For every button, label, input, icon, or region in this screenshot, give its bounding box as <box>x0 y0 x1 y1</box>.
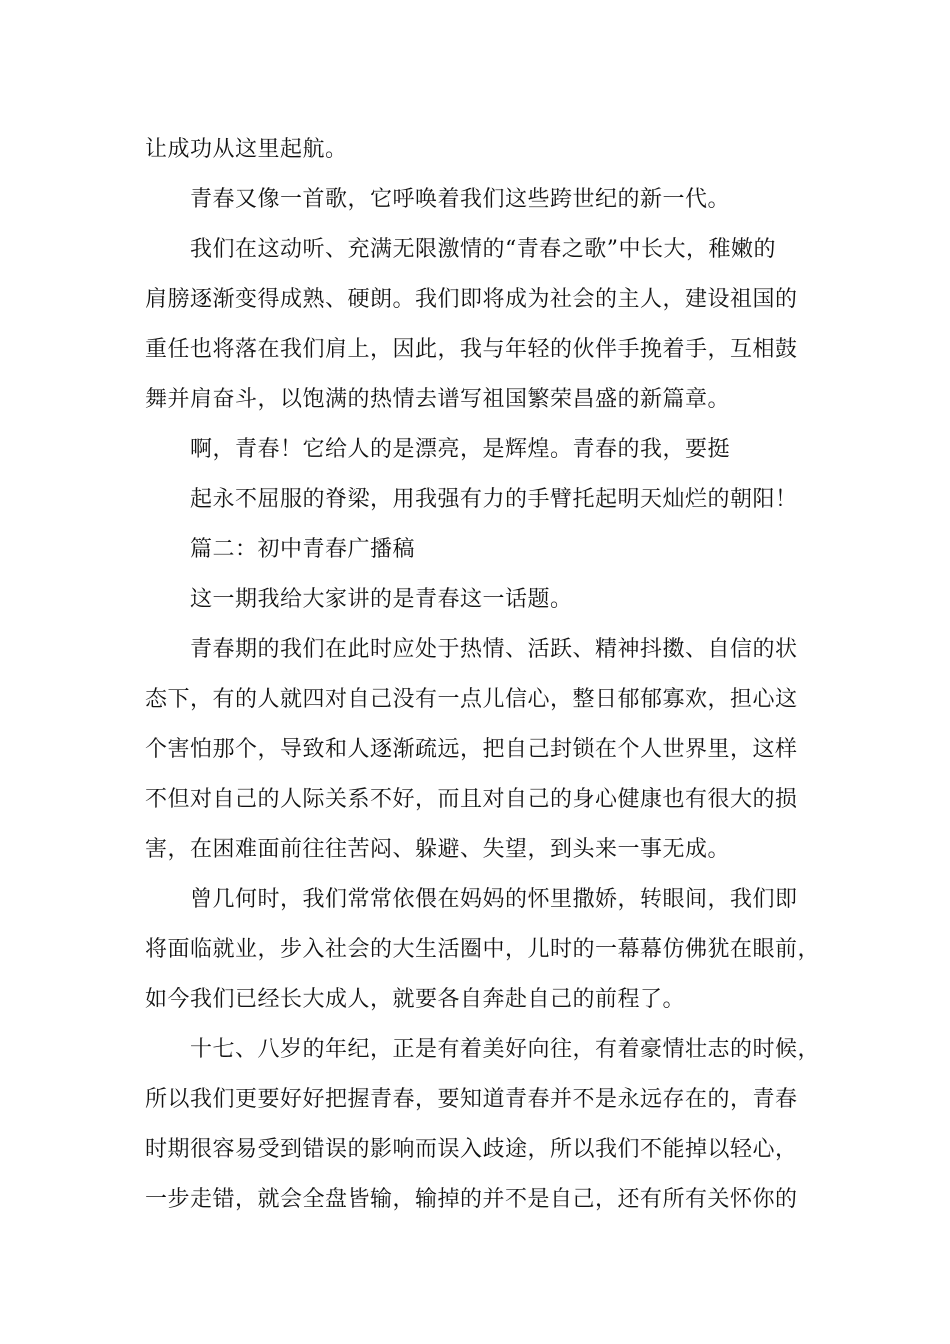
text-line: 青春期的我们在此时应处于热情、活跃、精神抖擞、自信的状 <box>190 637 798 662</box>
text-line: 十七、八岁的年纪，正是有着美好向往，有着豪情壮志的时候， <box>190 1037 821 1062</box>
text-line: 如今我们已经长大成人，就要各自奔赴自己的前程了。 <box>145 987 686 1012</box>
text-line: 态下，有的人就四对自己没有一点儿信心，整日郁郁寡欢，担心这 <box>145 687 798 712</box>
text-line: 将面临就业，步入社会的大生活圈中，儿时的一幕幕仿佛犹在眼前， <box>145 937 821 962</box>
section-heading: 篇二：初中青春广播稿 <box>190 537 416 562</box>
text-line: 重任也将落在我们肩上，因此，我与年轻的伙伴手挽着手，互相鼓 <box>145 337 798 362</box>
text-line: 青春又像一首歌，它呼唤着我们这些跨世纪的新一代。 <box>190 187 731 212</box>
text-line: 曾几何时，我们常常依偎在妈妈的怀里撒娇，转眼间，我们即 <box>190 887 798 912</box>
text-line: 时期很容易受到错误的影响而误入歧途，所以我们不能掉以轻心， <box>145 1137 798 1162</box>
text-line: 肩膀逐渐变得成熟、硬朗。我们即将成为社会的主人，建设祖国的 <box>145 287 798 312</box>
text-line: 这一期我给大家讲的是青春这一话题。 <box>190 587 573 612</box>
text-line: 一步走错，就会全盘皆输，输掉的并不是自己，还有所有关怀你的 <box>145 1187 798 1212</box>
text-line: 让成功从这里起航。 <box>145 137 348 162</box>
text-line: 个害怕那个，导致和人逐渐疏远，把自己封锁在个人世界里，这样 <box>145 737 798 762</box>
text-line: 所以我们更要好好把握青春，要知道青春并不是永远存在的，青春 <box>145 1087 798 1112</box>
text-line: 害，在困难面前往往苦闷、躲避、失望，到头来一事无成。 <box>145 837 731 862</box>
text-line: 我们在这动听、充满无限激情的“青春之歌”中长大，稚嫩的 <box>190 237 776 262</box>
text-line: 不但对自己的人际关系不好，而且对自己的身心健康也有很大的损 <box>145 787 798 812</box>
text-line: 舞并肩奋斗，以饱满的热情去谱写祖国繁荣昌盛的新篇章。 <box>145 387 731 412</box>
text-line: 起永不屈服的脊梁，用我强有力的手臂托起明天灿烂的朝阳！ <box>190 487 798 512</box>
text-line: 啊，青春！它给人的是漂亮，是辉煌。青春的我，要挺 <box>190 437 731 462</box>
